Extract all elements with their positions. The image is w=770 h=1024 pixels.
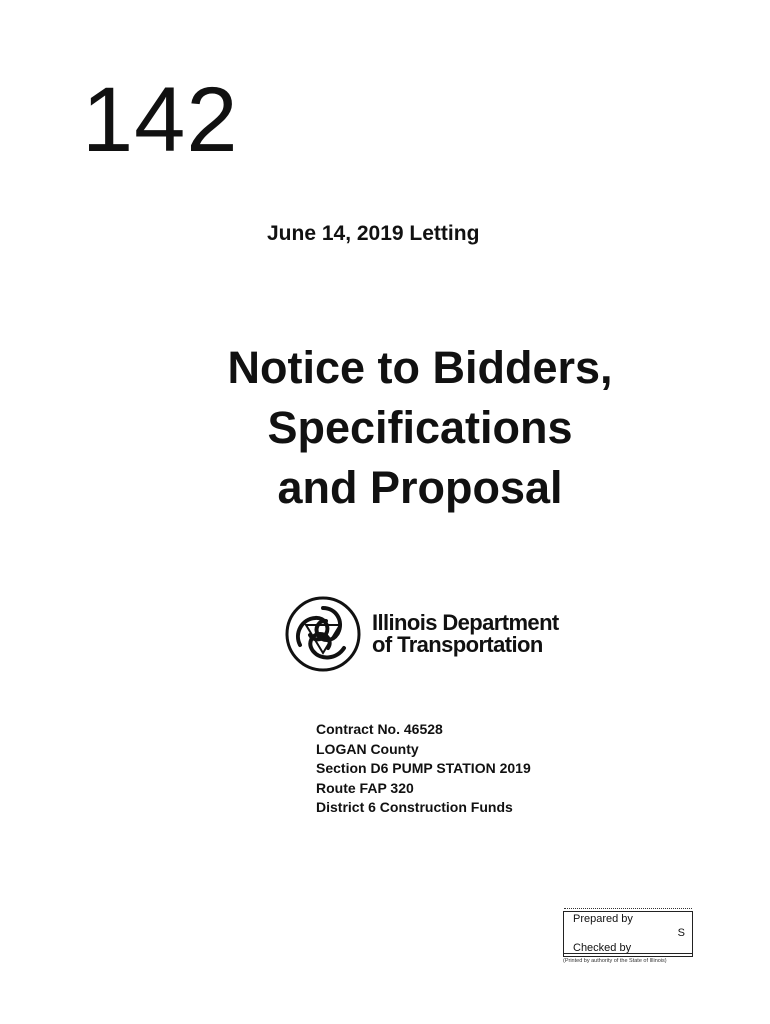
- title-line-1: Notice to Bidders,: [227, 342, 613, 393]
- agency-name-line-1: Illinois Department: [372, 610, 559, 635]
- title-line-3: and Proposal: [277, 462, 563, 513]
- contract-number: Contract No. 46528: [316, 721, 443, 737]
- funds: District 6 Construction Funds: [316, 799, 513, 815]
- section: Section D6 PUMP STATION 2019: [316, 760, 531, 776]
- contract-info: [316, 720, 531, 818]
- page-number: 142: [82, 69, 239, 171]
- title-line-2: Specifications: [267, 402, 573, 453]
- idot-logo: [284, 595, 574, 675]
- prepared-checked-box: [563, 911, 693, 957]
- prepared-by-mark: S: [677, 927, 685, 939]
- agency-name-line-2: of Transportation: [372, 632, 543, 657]
- dotted-divider: [564, 908, 692, 909]
- idot-emblem-icon: [284, 595, 362, 673]
- route: Route FAP 320: [316, 779, 414, 796]
- county: LOGAN County: [316, 740, 419, 757]
- document-title: [180, 338, 660, 518]
- prepared-by-label: Prepared by: [573, 913, 633, 925]
- checked-by-line: [564, 953, 692, 954]
- agency-name: [372, 612, 559, 656]
- checked-by-label: Checked by: [573, 942, 632, 954]
- printed-authority-note: (Printed by authority of the State of Illinois): [563, 958, 667, 964]
- letting-date: June 14, 2019 Letting: [267, 222, 480, 245]
